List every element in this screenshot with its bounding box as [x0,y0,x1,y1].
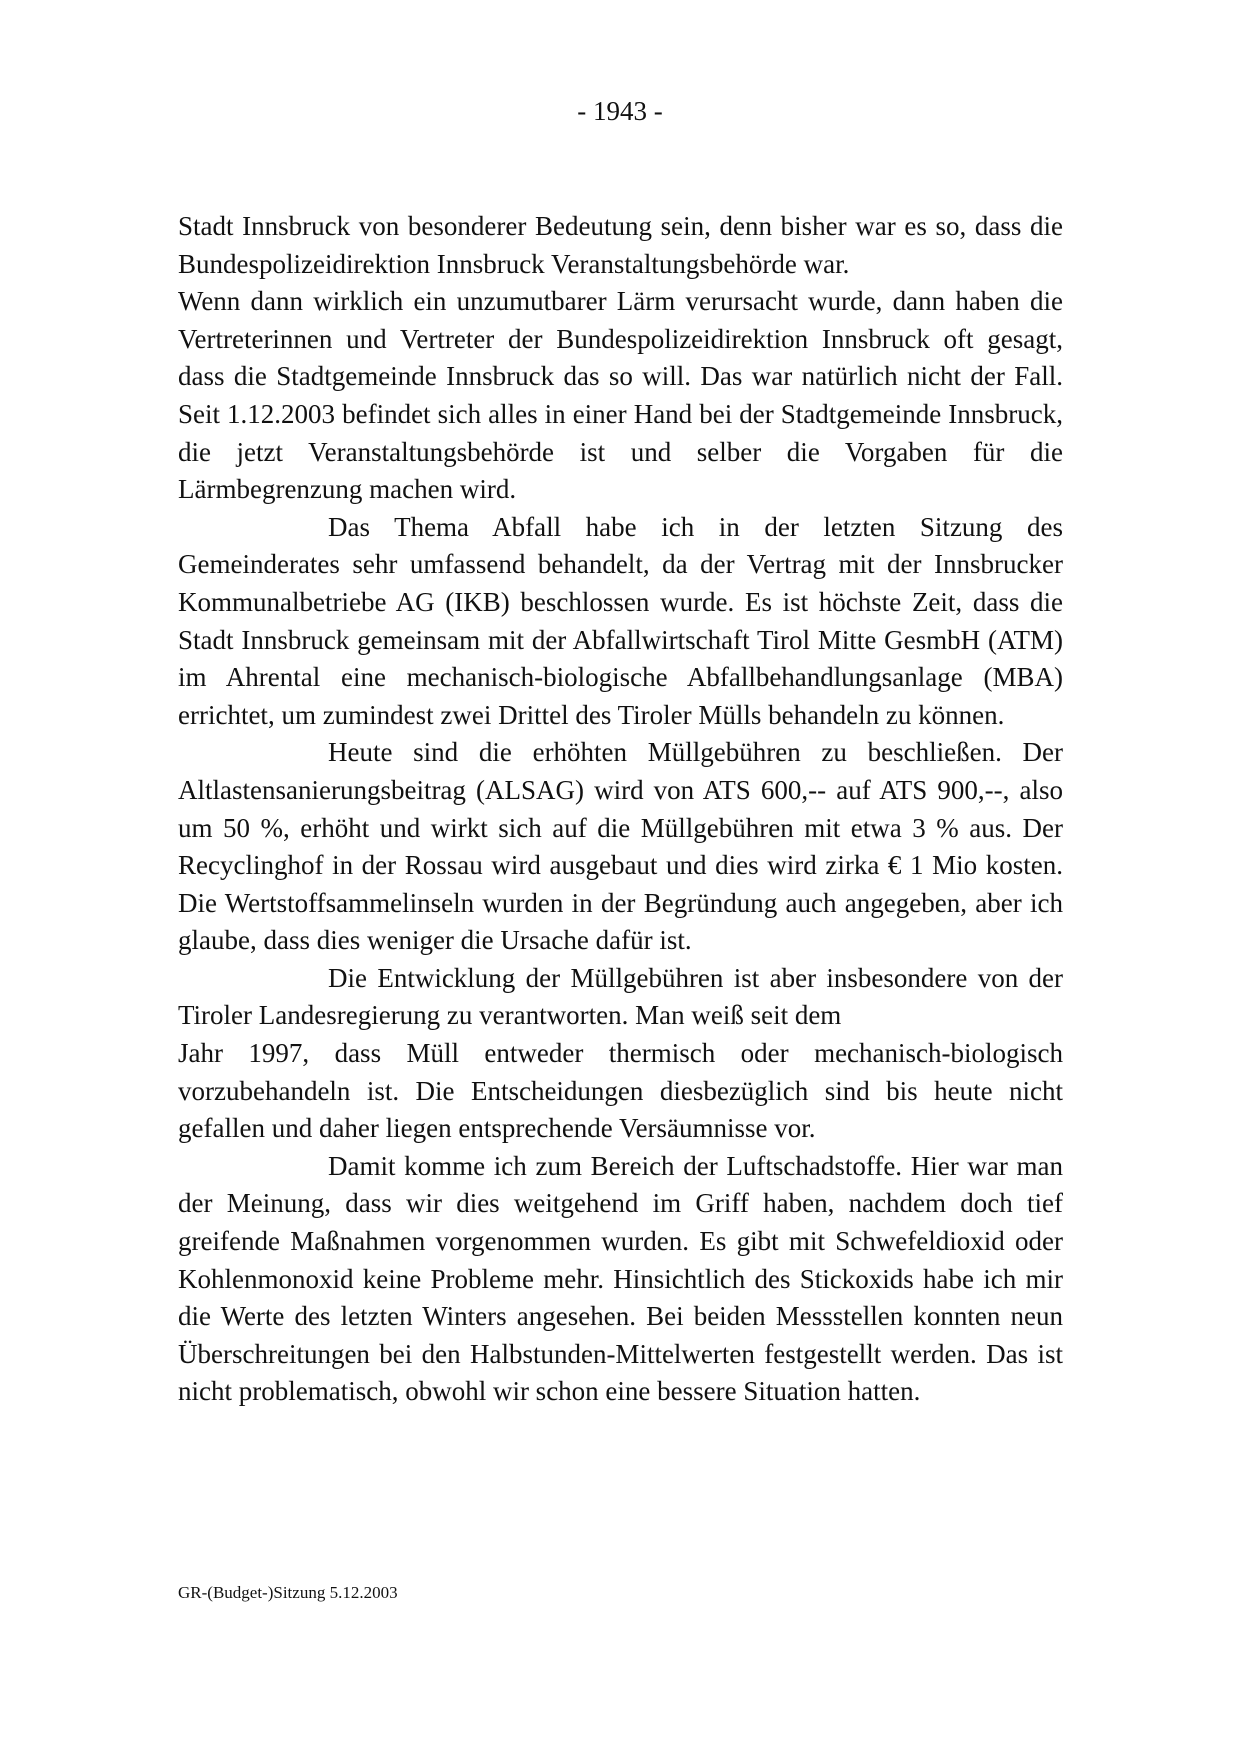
paragraph-4: Heute sind die erhöhten Müllgebühren zu beschließen. Der Altlastensanierungsbeitrag (ALSAG) wird von ATS 600,-- auf ATS 900,--, also um 50 %, erhöht und wirkt sich auf die Müllgebühren mit etwa 3 % aus. Der Recyclinghof in der Rossau wird ausgebaut und dies wird zirka € 1 Mio kosten. Die Wertstoffsammelinseln wurden in der Begründung auch angegeben, aber ich glaube, dass dies weniger die Ursache dafür ist. [178,737,1063,956]
footer: GR-(Budget-)Sitzung 5.12.2003 [178,1583,398,1602]
paragraph-7: Damit komme ich zum Bereich der Luftschadstoffe. Hier war man der Meinung, dass wir dies weitgehend im Griff haben, nachdem doch tief greifende Maßnahmen vorgenommen wurden. Es gibt mit Schwefeldioxid oder Kohlenmonoxid keine Probleme mehr. Hinsichtlich des Stickoxids habe ich mir die Werte des letzten Winters angesehen. Bei beiden Messstellen konnten neun Überschreitungen bei den Halbstunden-Mittelwerten festgestellt werden. Das ist nicht problematisch, obwohl wir schon eine bessere Situation hatten. [178,1150,1063,1407]
body-text [178,208,1063,1411]
page-number: - 1943 - [577,96,663,126]
paragraph-2: Wenn dann wirklich ein unzumutbarer Lärm verursacht wurde, dann haben die Vertreterinnen und Vertreter der Bundespolizeidirektion Innsbruck oft gesagt, dass die Stadtgemeinde Innsbruck das so will. Das war natürlich nicht der Fall. Seit 1.12.2003 befindet sich alles in einer Hand bei der Stadtgemeinde Innsbruck, die jetzt Veranstaltungsbehörde ist und selber die Vorgaben für die Lärmbegrenzung machen wird. [178,286,1063,505]
paragraph-5: Die Entwicklung der Müllgebühren ist aber insbesondere von der Tiroler Landesregierung zu verantworten. Man weiß seit dem [178,962,1063,1031]
paragraph-3: Das Thema Abfall habe ich in der letzten Sitzung des Gemeinderates sehr umfassend behandelt, da der Vertrag mit der Innsbrucker Kommunalbetriebe AG (IKB) beschlossen wurde. Es ist höchste Zeit, dass die Stadt Innsbruck gemeinsam mit der Abfallwirtschaft Tirol Mitte GesmbH (ATM) im Ahrental eine mechanisch-biologische Abfallbehandlungsanlage (MBA) errichtet, um zumindest zwei Drittel des Tiroler Mülls behandeln zu können. [178,511,1063,730]
paragraph-6: Jahr 1997, dass Müll entweder thermisch oder mechanisch-biologisch vorzubehandeln ist. Die Entscheidungen diesbezüglich sind bis heute nicht gefallen und daher liegen entsprechende Versäumnisse vor. [178,1038,1063,1144]
paragraph-1: Stadt Innsbruck von besonderer Bedeutung sein, denn bisher war es so, dass die Bundespolizeidirektion Innsbruck Veranstaltungsbehörde war. [178,211,1063,279]
